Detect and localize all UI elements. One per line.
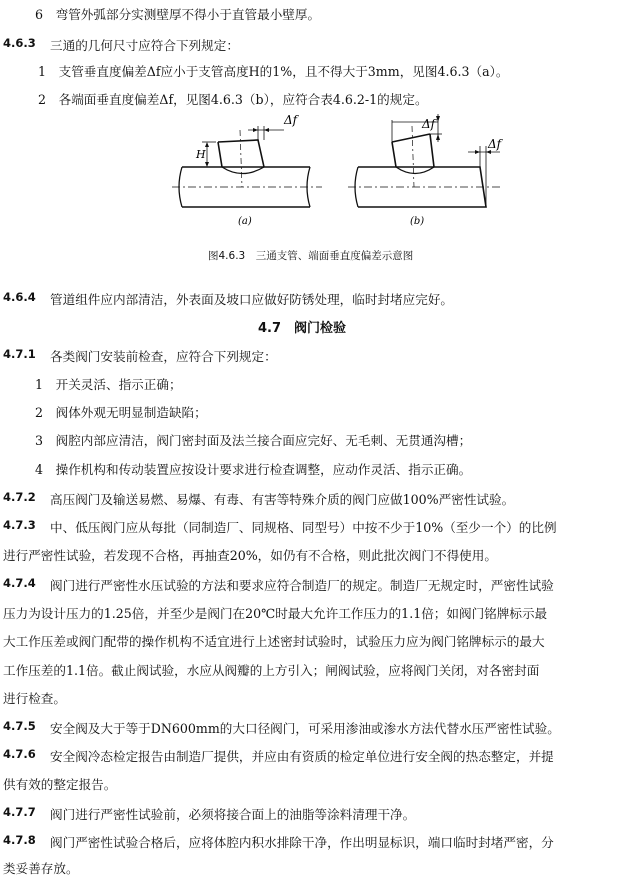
text-line: 6 弯管外弧部分实测壁厚不得小于直管最小壁厚。 [35,7,321,22]
text-line: 安全阀及大于等于DN600mm的大口径阀门，可采用渗油或渗水方法代替水压严密性试验。 [50,721,560,736]
text-line: 工作压差的1.1倍。截止阀试验，水应从阀瓣的上方引入；闸阀试验，应将阀门关闭，对各密封面 [3,663,540,678]
text-line: 三通的几何尺寸应符合下列规定： [50,38,239,53]
clause-number: 4.6.4 [3,290,36,304]
text-line: 进行检查。 [3,691,66,706]
clause-number: 4.7.7 [3,805,36,819]
figure-a-label: (a) [238,216,252,227]
height-label: H [196,148,206,161]
figure-caption: 图4.6.3 三通支管、端面垂直度偏差示意图 [208,250,414,262]
text-line: 类妥善存放。 [3,861,79,876]
text-line: 1 支管垂直度偏差Δf应小于支管高度H的1%，且不得大于3mm，见图4.6.3（a）。 [38,64,509,79]
text-line: 压力为设计压力的1.25倍，并至少是阀门在20℃时最大允许工作压力的1.1倍；如阀门铭牌标示最 [3,606,548,621]
text-line: 高压阀门及输送易燃、易爆、有毒、有害等特殊介质的阀门应做100%严密性试验。 [50,492,515,507]
text-line: 各类阀门安装前检查，应符合下列规定： [50,349,277,364]
text-line: 2 各端面垂直度偏差Δf，见图4.6.3（b），应符合表4.6.2-1的规定。 [38,92,428,107]
clause-number: 4.7.2 [3,490,36,504]
text-line: 3 阀腔内部应清洁，阀门密封面及法兰接合面应完好、无毛刺、无贯通沟槽； [35,433,472,448]
text-line: 进行严密性试验，若发现不合格，再抽查20%，如仍有不合格，则此批次阀门不得使用。 [3,548,497,563]
clause-number: 4.7.4 [3,576,36,590]
text-line: 管道组件应内部清洁，外表面及坡口应做好防锈处理，临时封堵应完好。 [50,292,453,307]
text-line: 阀门进行严密性水压试验的方法和要求应符合制造厂的规定。制造厂无规定时，严密性试验 [50,578,554,593]
text-line: 大工作压差或阀门配带的操作机构不适宜进行上述密封试验时，试验压力应为阀门铭牌标示的最大 [3,634,545,649]
figure-b-label: (b) [410,216,425,227]
text-line: 2 阀体外观无明显制造缺陷； [35,405,207,420]
text-line: 阀门严密性试验合格后，应将体腔内积水排除干净，作出明显标识，端口临时封堵严密，分 [50,835,554,850]
delta-f-label-b-end: Δf [488,137,502,151]
text-line: 供有效的整定报告。 [3,777,117,792]
clause-number: 4.7.3 [3,518,36,532]
clause-number: 4.6.3 [3,36,36,50]
delta-f-label-b-top: Δf [422,117,436,131]
text-line: 阀门进行严密性试验前，必须将接合面上的油脂等涂料清理干净。 [50,807,416,822]
clause-number: 4.7.8 [3,833,36,847]
clause-number: 4.7.5 [3,719,36,733]
section-heading: 4.7 阀门检验 [258,321,347,336]
text-line: 1 开关灵活、指示正确； [35,377,182,392]
clause-number: 4.7.1 [3,347,36,361]
text-line: 安全阀冷态检定报告由制造厂提供，并应由有资质的检定单位进行安全阀的热态整定，并提 [50,749,554,764]
delta-f-label-a: Δf [284,113,298,127]
tee-deviation-figure [160,112,510,228]
text-line: 4 操作机构和传动装置应按设计要求进行检查调整，应动作灵活、指示正确。 [35,462,472,477]
text-line: 中、低压阀门应从每批（同制造厂、同规格、同型号）中按不少于10%（至少一个）的比例 [50,520,557,535]
figure-a-diagram [172,126,322,207]
clause-number: 4.7.6 [3,747,36,761]
